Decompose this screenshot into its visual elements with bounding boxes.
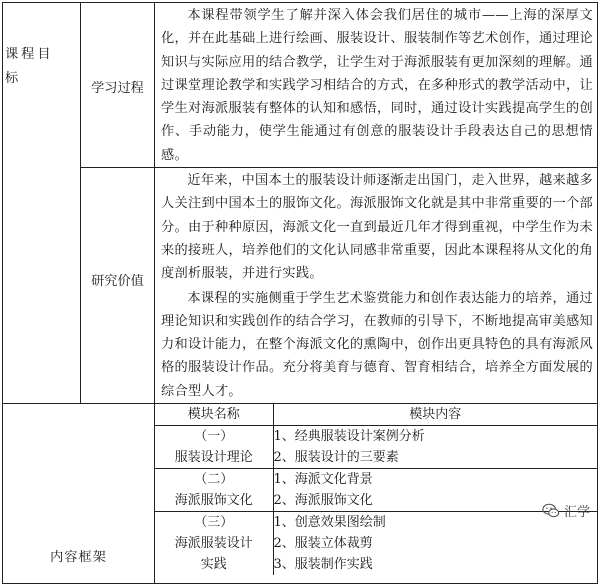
module-name: 海派服饰文化: [174, 493, 253, 509]
goal-label-cell: [3, 3, 81, 404]
goal-row: [3, 3, 598, 168]
module-name-line2: 实践: [200, 557, 227, 573]
framework-row: [3, 404, 598, 584]
learning-process-text: 学习过程: [91, 81, 144, 97]
watermark-text: 汇学: [563, 505, 590, 520]
module-name-cell: [155, 469, 273, 512]
research-value-label-cell: [81, 168, 155, 404]
module-number: （一）: [194, 429, 234, 445]
framework-content-cell: [155, 404, 598, 584]
module-number: （二）: [194, 472, 234, 488]
module-table: [155, 404, 597, 575]
module-content-cell: [273, 426, 597, 469]
learning-process-content: [155, 3, 598, 168]
course-table-wrapper: [2, 2, 598, 573]
module-number: （三）: [194, 515, 234, 531]
goal-label: [3, 3, 80, 91]
goal-label-line2: 标: [5, 71, 19, 86]
module-row: [155, 426, 597, 469]
watermark: [542, 501, 590, 520]
module-name-header: 模块名称: [155, 404, 273, 426]
research-value-content: [155, 168, 598, 404]
module-row: [155, 469, 597, 512]
module-content-header: 模块内容: [273, 404, 597, 426]
module-header-row: [155, 404, 597, 426]
research-value-paragraph-1: 近年来，中国本土的服装设计师逐渐走出国门，走入世界，越来越多人关注到中国本土的服饰文化。海派服饰文化就是其中非常重要的一个部分。由于种种原因，海派文化一直到最近几年才得到重视，中学生作为未来的接班人，培养他们的文化认同感非常重要，因此本课程将从文化的角度剖析服装，并进行实践。: [161, 173, 593, 282]
module-item: 1、创意效果图绘制: [273, 515, 386, 531]
framework-label-cell: [3, 404, 155, 584]
value-row: [3, 168, 598, 404]
module-item: 2、服装立体裁剪: [273, 536, 373, 552]
research-value-paragraph-2: 本课程的实施侧重于学生艺术鉴赏能力和创作表达能力的培养，通过理论知识和实践创作的结合学习，在教师的引导下，不断地提高审美感知力和设计能力，在整个海派文化的熏陶中，创作出更具特色的具有海派风格的服装设计作品。充分将美育与德育、智育相结合，培养全方面发展的综合型人才。: [161, 290, 593, 399]
module-item: 2、海派服饰文化: [273, 493, 373, 509]
module-item: 1、经典服装设计案例分析: [273, 429, 425, 445]
module-item: 1、海派文化背景: [273, 472, 373, 488]
research-value-text: 研究价值: [91, 273, 144, 289]
learning-process-label-cell: [81, 3, 155, 168]
framework-label: 内容框架: [50, 550, 107, 566]
module-name: 服装设计理论: [174, 450, 253, 466]
research-value-label: [81, 270, 154, 294]
module-name-cell: [155, 426, 273, 469]
module-content-cell: [273, 512, 597, 576]
module-item: 2、服装设计的三要素: [273, 450, 399, 466]
wechat-icon: [542, 502, 560, 520]
module-row: [155, 512, 597, 576]
learning-process-paragraph: 本课程带领学生了解并深入体会我们居住的城市——上海的深厚文化，并在此基础上进行绘画、服装设计、服装制作等艺术创作，通过理论知识与实际应用的结合教学，让学生对于海派服装有更加深刻的理解。通过课堂理论教学和实践学习相结合的方式，在多种形式的教学活动中，让学生对海派服装有整体的认知和感悟，同时，通过设计实践提高学生的创作、手动能力，使学生能通过有创意的服装设计手段表达自己的思想情感。: [161, 8, 593, 163]
module-name-cell: [155, 512, 273, 576]
module-name: 海派服装设计: [174, 536, 253, 552]
learning-process-label: [81, 69, 154, 101]
goal-label-line1: 课程目: [5, 47, 54, 62]
module-item: 3、服装制作实践: [273, 557, 373, 573]
course-table: [2, 2, 598, 584]
